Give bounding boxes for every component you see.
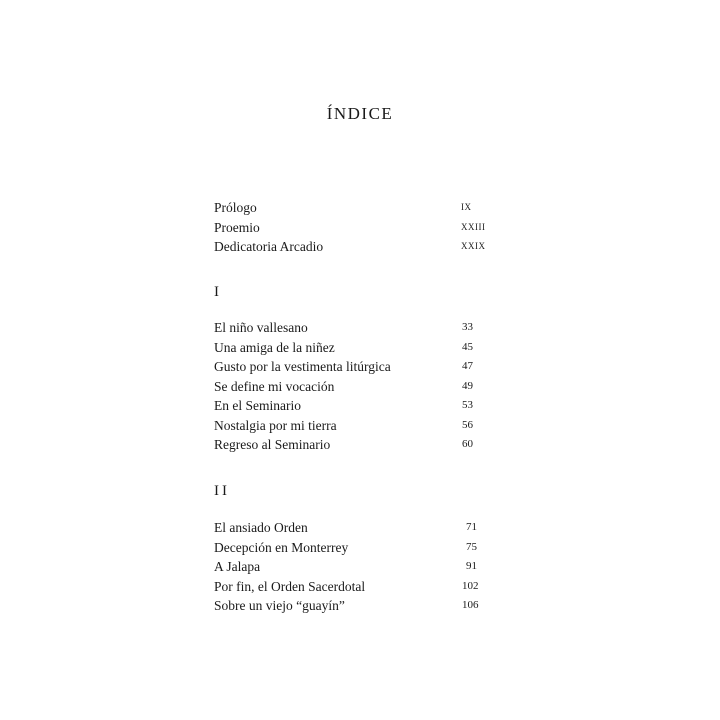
toc-entry-title: El niño vallesano xyxy=(214,320,308,335)
toc-entry-page: 106 xyxy=(462,599,479,611)
toc-entry xyxy=(214,318,494,338)
toc-entry-title: Dedicatoria Arcadio xyxy=(214,239,324,254)
toc-entry xyxy=(214,237,494,257)
toc-entry-page: XXIII xyxy=(461,221,486,232)
toc-entry-title: El ansiado Orden xyxy=(214,520,308,535)
toc-entry-page: IX xyxy=(461,202,472,212)
toc-entry-page: 47 xyxy=(462,360,473,372)
section-2-list xyxy=(214,518,494,616)
toc-entry xyxy=(214,538,494,558)
toc-entry-title: Nostalgia por mi tierra xyxy=(214,417,337,433)
toc-entry-page: 49 xyxy=(462,379,473,392)
toc-entry xyxy=(214,357,494,377)
toc-entry xyxy=(214,435,494,455)
toc-entry-page: 91 xyxy=(466,560,477,572)
toc-entry-page: 75 xyxy=(466,540,477,553)
toc-entry xyxy=(214,338,494,358)
toc-entry xyxy=(214,396,494,416)
toc-entry xyxy=(214,416,494,436)
section-number: I xyxy=(214,284,222,300)
front-matter-list xyxy=(214,198,494,257)
toc-entry-page: 60 xyxy=(462,438,473,450)
toc-entry xyxy=(214,518,494,538)
toc-entry-page: XXIX xyxy=(461,241,486,251)
toc-entry-page: 71 xyxy=(466,521,477,533)
toc-entry-title: Prólogo xyxy=(214,200,257,215)
toc-entry xyxy=(214,577,494,597)
toc-entry-page: 102 xyxy=(462,579,479,592)
toc-entry-title: Regreso al Seminario xyxy=(214,437,331,452)
toc-entry xyxy=(214,218,494,238)
toc-entry xyxy=(214,596,494,616)
toc-entry-title: Por fin, el Orden Sacerdotal xyxy=(214,578,366,594)
index-title: ÍNDICE xyxy=(326,104,394,123)
toc-entry-page: 53 xyxy=(462,399,473,411)
section-1-list xyxy=(214,318,494,455)
toc-entry-page: 56 xyxy=(462,418,473,431)
toc-entry-title: Sobre un viejo “guayín” xyxy=(214,598,345,613)
toc-entry-title: Decepción en Monterrey xyxy=(214,539,349,555)
toc-entry xyxy=(214,198,494,218)
toc-entry-title: Una amiga de la niñez xyxy=(214,339,335,355)
toc-entry-title: Se define mi vocación xyxy=(214,378,335,394)
toc-entry xyxy=(214,557,494,577)
toc-entry-title: Gusto por la vestimenta litúrgica xyxy=(214,359,391,374)
toc-entry-page: 45 xyxy=(462,340,473,353)
toc-entry-page: 33 xyxy=(462,321,473,333)
toc-entry xyxy=(214,377,494,397)
toc-entry-title: En el Seminario xyxy=(214,398,301,413)
section-number: II xyxy=(214,483,230,499)
toc-entry-title: A Jalapa xyxy=(214,559,261,574)
toc-entry-title: Proemio xyxy=(214,219,260,235)
